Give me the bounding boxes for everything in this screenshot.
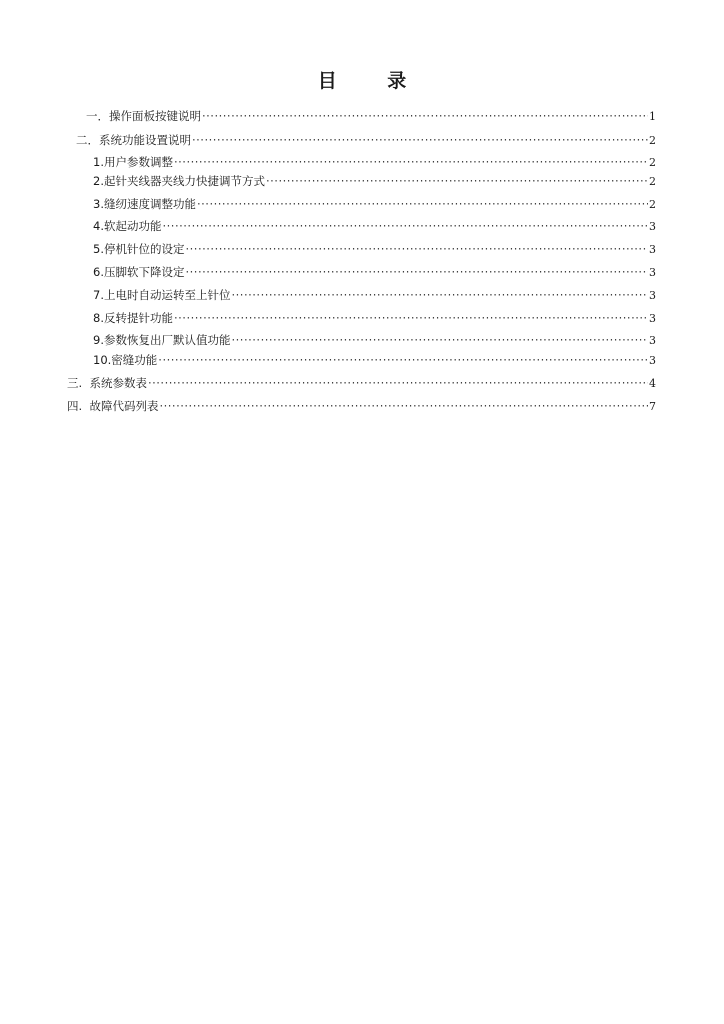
toc-entry-label: 二．系统功能设置说明 (76, 133, 191, 147)
toc-entry-2-4[interactable] (93, 216, 656, 236)
toc-entry-2-9[interactable] (93, 330, 656, 350)
toc-entry-3[interactable] (67, 373, 656, 393)
toc-leader-dots (185, 239, 648, 259)
toc-entry-label: 三. 系统参数表 (67, 376, 147, 390)
toc-entry-label: 1.用户参数调整 (93, 155, 173, 169)
toc-entry-label: 4.软起动功能 (93, 219, 162, 233)
toc-entry-label: 一．操作面板按键说明 (86, 109, 201, 123)
toc-entry-label: 5.停机针位的设定 (93, 242, 185, 256)
page-title: 目 录 (317, 70, 429, 92)
toc-page-number: 4 (649, 377, 656, 390)
toc-page-number: 3 (649, 354, 656, 367)
toc-page-number: 3 (649, 289, 656, 302)
toc-entry-2-6[interactable] (93, 262, 656, 282)
toc-entry-label: 8.反转提针功能 (93, 311, 173, 325)
toc-leader-dots (148, 373, 648, 393)
toc-entry-2-3[interactable] (93, 194, 656, 214)
toc-page-number: 2 (649, 134, 656, 147)
toc-entry-4[interactable] (67, 396, 656, 416)
toc-entry-2-5[interactable] (93, 239, 656, 259)
toc-entry-2-1[interactable] (93, 152, 656, 172)
toc-leader-dots (231, 285, 648, 305)
toc-leader-dots (158, 350, 648, 370)
toc-page-number: 2 (649, 175, 656, 188)
toc-entry-2-2[interactable] (93, 171, 656, 191)
toc-leader-dots (192, 130, 648, 150)
toc-page-number: 3 (649, 220, 656, 233)
toc-leader-dots (266, 171, 648, 191)
toc-page-number: 1 (649, 110, 656, 123)
toc-page-number: 3 (649, 266, 656, 279)
toc-entry-label: 9.参数恢复出厂默认值功能 (93, 333, 231, 347)
toc-entry-label: 10.密缝功能 (93, 353, 158, 367)
toc-entry-2-10[interactable] (93, 350, 656, 370)
toc-leader-dots (202, 106, 648, 126)
toc-leader-dots (162, 216, 648, 236)
toc-leader-dots (185, 262, 648, 282)
toc-page-number: 2 (649, 198, 656, 211)
toc-leader-dots (197, 194, 648, 214)
toc-leader-dots (174, 152, 648, 172)
toc-entry-2-8[interactable] (93, 308, 656, 328)
toc-entry-label: 6.压脚软下降设定 (93, 265, 185, 279)
toc-entry-label: 3.缝纫速度调整功能 (93, 197, 196, 211)
toc-page-number: 3 (649, 334, 656, 347)
toc-entry-2-7[interactable] (93, 285, 656, 305)
toc-leader-dots (231, 330, 648, 350)
toc-entry-label: 四. 故障代码列表 (67, 399, 159, 413)
toc-entry-label: 7.上电时自动运转至上针位 (93, 288, 231, 302)
toc-entry-1[interactable] (86, 106, 656, 126)
toc-leader-dots (159, 396, 648, 416)
toc-entry-2[interactable] (76, 130, 656, 150)
toc-leader-dots (174, 308, 648, 328)
toc-page-number: 7 (649, 400, 656, 413)
toc-page-number: 2 (649, 156, 656, 169)
toc-entry-label: 2.起针夹线器夹线力快捷调节方式 (93, 174, 265, 188)
toc-page-number: 3 (649, 243, 656, 256)
toc-page-number: 3 (649, 312, 656, 325)
